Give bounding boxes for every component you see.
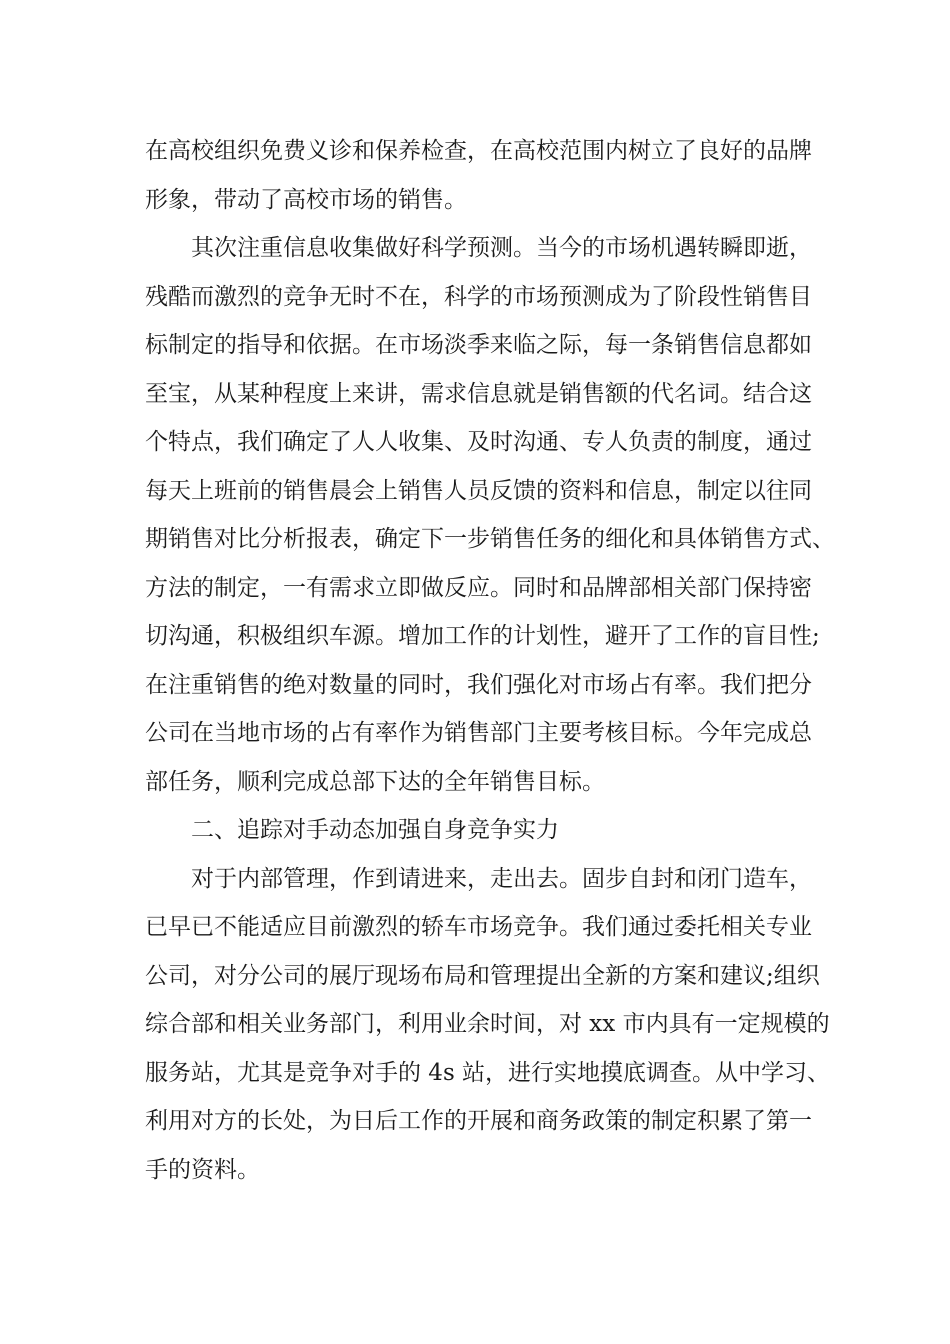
text-line: 服务站，尤其是竞争对手的 4s 站，进行实地摸底调查。从中学习、 — [145, 1059, 831, 1086]
text-line: 每天上班前的销售晨会上销售人员反馈的资料和信息，制定以往同 — [145, 477, 812, 504]
text-line: 已早已不能适应目前激烈的轿车市场竞争。我们通过委托相关专业 — [145, 914, 812, 940]
text-line: 切沟通，积极组织车源。增加工作的计划性，避开了工作的盲目性; — [145, 623, 820, 649]
text-line: 个特点，我们确定了人人收集、及时沟通、专人负责的制度，通过 — [145, 429, 812, 455]
text-line: 在注重销售的绝对数量的同时，我们强化对市场占有率。我们把分 — [145, 671, 812, 698]
text-line: 二、追踪对手动态加强自身竞争实力 — [191, 817, 559, 843]
text-line: 标制定的指导和依据。在市场淡季来临之际，每一条销售信息都如 — [145, 332, 812, 358]
text-line: 手的资料。 — [145, 1156, 260, 1183]
text-line: 在高校组织免费义诊和保养检查，在高校范围内树立了良好的品牌 — [145, 138, 812, 164]
text-line: 形象，带动了高校市场的销售。 — [145, 186, 467, 213]
document-body — [145, 127, 845, 1194]
text-line: 对于内部管理，作到请进来，走出去。固步自封和闭门造车， — [191, 865, 812, 892]
text-line: 期销售对比分析报表，确定下一步销售任务的细化和具体销售方式、 — [145, 526, 835, 552]
text-line: 公司在当地市场的占有率作为销售部门主要考核目标。今年完成总 — [145, 720, 812, 746]
text-line: 残酷而激烈的竞争无时不在，科学的市场预测成为了阶段性销售目 — [145, 283, 812, 310]
text-line: 方法的制定，一有需求立即做反应。同时和品牌部相关部门保持密 — [145, 574, 812, 601]
text-line: 利用对方的长处，为日后工作的开展和商务政策的制定积累了第一 — [145, 1108, 812, 1134]
text-line: 至宝，从某种程度上来讲，需求信息就是销售额的代名词。结合这 — [145, 380, 812, 407]
text-line: 部任务，顺利完成总部下达的全年销售目标。 — [145, 768, 605, 795]
text-line: 综合部和相关业务部门，利用业余时间，对 xx 市内具有一定规模的 — [145, 1011, 830, 1037]
text-line: 公司，对分公司的展厅现场布局和管理提出全新的方案和建议;组织 — [145, 962, 820, 989]
text-line: 其次注重信息收集做好科学预测。当今的市场机遇转瞬即逝， — [191, 235, 812, 261]
